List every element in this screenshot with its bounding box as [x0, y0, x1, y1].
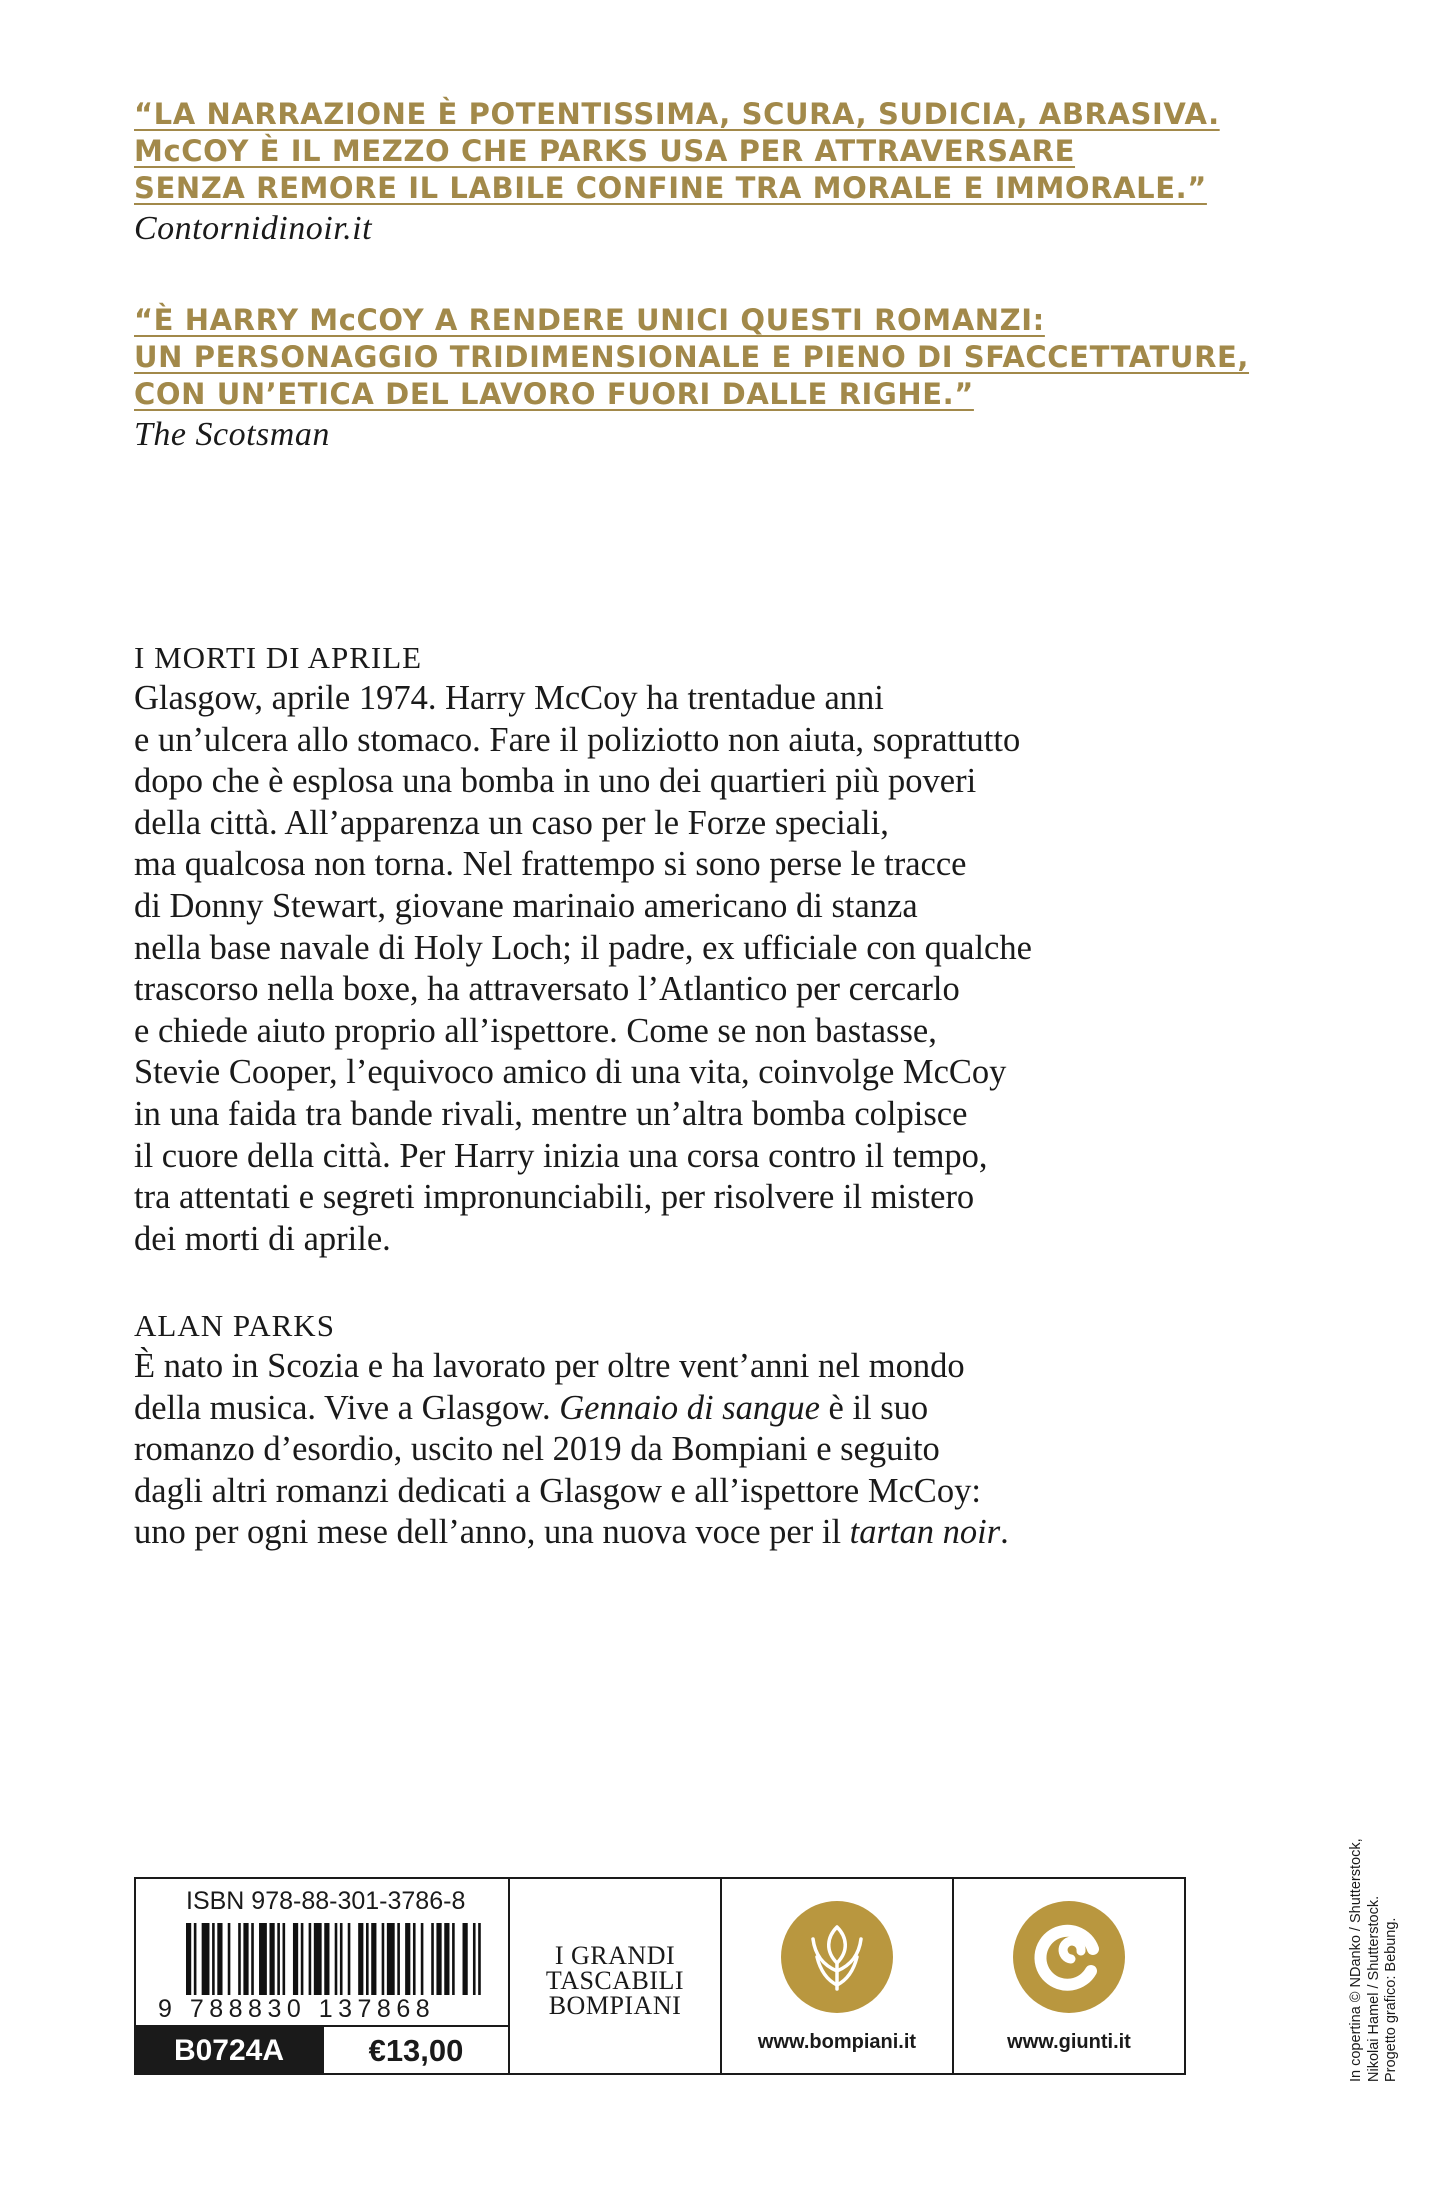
barcode-stripe [238, 1923, 241, 1995]
barcode-stripe [251, 1923, 254, 1995]
quote-line: CON UN’ETICA DEL LAVORO FUORI DALLE RIGHE.” [134, 377, 974, 411]
quote-line: “È HARRY McCOY A RENDERE UNICI QUESTI ROMANZI: [134, 303, 1045, 337]
synopsis-line: tra attentati e segreti impronunciabili, per risolvere il mistero [134, 1178, 975, 1217]
synopsis-line: trascorso nella boxe, ha attraversato l’Atlantico per cercarlo [134, 970, 960, 1009]
bio-line: della musica. Vive a Glasgow. Gennaio di sangue è il suo [134, 1388, 929, 1427]
synopsis-line: nella base navale di Holy Loch; il padre, ex ufficiale con qualche [134, 928, 1032, 967]
giunti-cell [954, 1879, 1184, 2073]
synopsis-line: Stevie Cooper, l’equivoco amico di una vita, coinvolge McCoy [134, 1053, 1007, 1092]
barcode-stripe [212, 1923, 215, 1995]
author-bio [134, 1346, 1254, 1554]
barcode-stripe [387, 1923, 395, 1995]
barcode-stripe [397, 1923, 400, 1995]
synopsis-line: il cuore della città. Per Harry inizia una corsa contro il tempo, [134, 1136, 988, 1175]
bio-line: dagli altri romanzi dedicati a Glasgow e all’ispettore McCoy: [134, 1471, 981, 1510]
barcode-stripe [277, 1923, 280, 1995]
quote-source: The Scotsman [134, 416, 330, 453]
synopsis-line: di Donny Stewart, giovane marinaio americano di stanza [134, 886, 918, 925]
credit-line: Nikolai Hamel / Shutterstock. [1365, 1895, 1382, 2082]
barcode-stripe [371, 1923, 376, 1995]
barcode-stripe [463, 1923, 468, 1995]
barcode-stripe [283, 1923, 286, 1995]
barcode-stripe [335, 1923, 338, 1995]
bompiani-cell [722, 1879, 954, 2073]
synopsis-title: I MORTI DI APRILE [134, 640, 423, 675]
synopsis-line: ma qualcosa non torna. Nel frattempo si sono perse le tracce [134, 845, 967, 884]
barcode-stripe [340, 1923, 343, 1995]
synopsis-line: in una faida tra bande rivali, mentre un’altra bomba colpisce [134, 1094, 968, 1133]
barcode-stripe [202, 1923, 210, 1995]
quote-contornidinoir [134, 96, 1254, 249]
synopsis-line: della città. All’apparenza un caso per le Forze speciali, [134, 803, 889, 842]
barcode-stripe [413, 1923, 416, 1995]
barcode-stripe [293, 1923, 298, 1995]
publishing-info-box [134, 1877, 1186, 2075]
bio-line: È nato in Scozia e ha lavorato per oltre vent’anni nel mondo [134, 1347, 965, 1385]
barcode-stripe [186, 1923, 191, 1995]
barcode-stripe [436, 1923, 441, 1995]
bompiani-logo-icon [779, 1899, 895, 2015]
barcode-stripe [358, 1923, 363, 1995]
barcode-stripe [243, 1923, 248, 1995]
barcode-stripe [405, 1923, 410, 1995]
quote-line: SENZA REMORE IL LABILE CONFINE TRA MORALE E IMMORALE.” [134, 171, 1207, 205]
synopsis-line: dei morti di aprile. [134, 1219, 391, 1258]
series-cell [510, 1879, 722, 2073]
book-title-gennaio: Gennaio di sangue [559, 1388, 820, 1427]
giunti-logo-icon [1011, 1899, 1127, 2015]
barcode-stripe [228, 1923, 231, 1995]
giunti-url: www.giunti.it [1007, 2031, 1131, 2053]
bompiani-url: www.bompiani.it [757, 2031, 917, 2053]
barcode-stripe [348, 1923, 351, 1995]
bio-line: uno per ogni mese dell’anno, una nuova voce per il tartan noir. [134, 1513, 1009, 1552]
barcode-stripe [431, 1923, 434, 1995]
barcode-number: 9 788830 137868 [158, 1995, 436, 2023]
isbn-label: ISBN 978-88-301-3786-8 [186, 1887, 466, 1915]
barcode-stripe [324, 1923, 329, 1995]
barcode-stripe [444, 1923, 449, 1995]
credit-line: Progetto grafico: Bebung. [1383, 1917, 1399, 2082]
code-price-strip [136, 2025, 508, 2075]
barcode-stripe [478, 1923, 481, 1995]
synopsis-text [134, 678, 1254, 1260]
barcode-stripe [473, 1923, 476, 1995]
genre-tartan-noir: tartan noir [849, 1513, 1001, 1552]
barcode-cell [136, 1879, 510, 2073]
barcode-stripe [301, 1923, 304, 1995]
cover-credits [1348, 1782, 1401, 2082]
quote-source: Contornidinoir.it [134, 210, 373, 247]
barcode-stripe [452, 1923, 455, 1995]
credit-line: In copertina © NDanko / Shutterstock, [1348, 1838, 1364, 2082]
synopsis-line: e un’ulcera allo stomaco. Fare il poliziotto non aiuta, soprattutto [134, 720, 1021, 759]
quote-line: “LA NARRAZIONE È POTENTISSIMA, SCURA, SUDICIA, ABRASIVA. [134, 97, 1220, 131]
barcode-stripe [314, 1923, 322, 1995]
barcode-stripe [366, 1923, 369, 1995]
barcode [186, 1923, 486, 1995]
barcode-stripe [194, 1923, 197, 1995]
barcode-stripe [421, 1923, 424, 1995]
price: €13,00 [322, 2027, 508, 2075]
barcode-stripe [269, 1923, 274, 1995]
synopsis-line: Glasgow, aprile 1974. Harry McCoy ha trentadue anni [134, 679, 884, 717]
bio-line: romanzo d’esordio, uscito nel 2019 da Bompiani e seguito [134, 1430, 940, 1469]
quote-scotsman [134, 302, 1254, 455]
barcode-stripe [382, 1923, 385, 1995]
author-title: ALAN PARKS [134, 1308, 335, 1343]
barcode-stripe [217, 1923, 222, 1995]
synopsis-line: e chiede aiuto proprio all’ispettore. Come se non bastasse, [134, 1011, 937, 1050]
quote-line: UN PERSONAGGIO TRIDIMENSIONALE E PIENO DI SFACCETTATURE, [134, 340, 1250, 374]
product-code: B0724A [136, 2027, 322, 2075]
barcode-stripe [309, 1923, 312, 1995]
series-name: I GRANDI TASCABILI BOMPIANI [545, 1941, 685, 2020]
quote-line: McCOY È IL MEZZO CHE PARKS USA PER ATTRAVERSARE [134, 134, 1076, 168]
synopsis-line: dopo che è esplosa una bomba in uno dei quartieri più poveri [134, 762, 977, 801]
barcode-stripe [259, 1923, 267, 1995]
